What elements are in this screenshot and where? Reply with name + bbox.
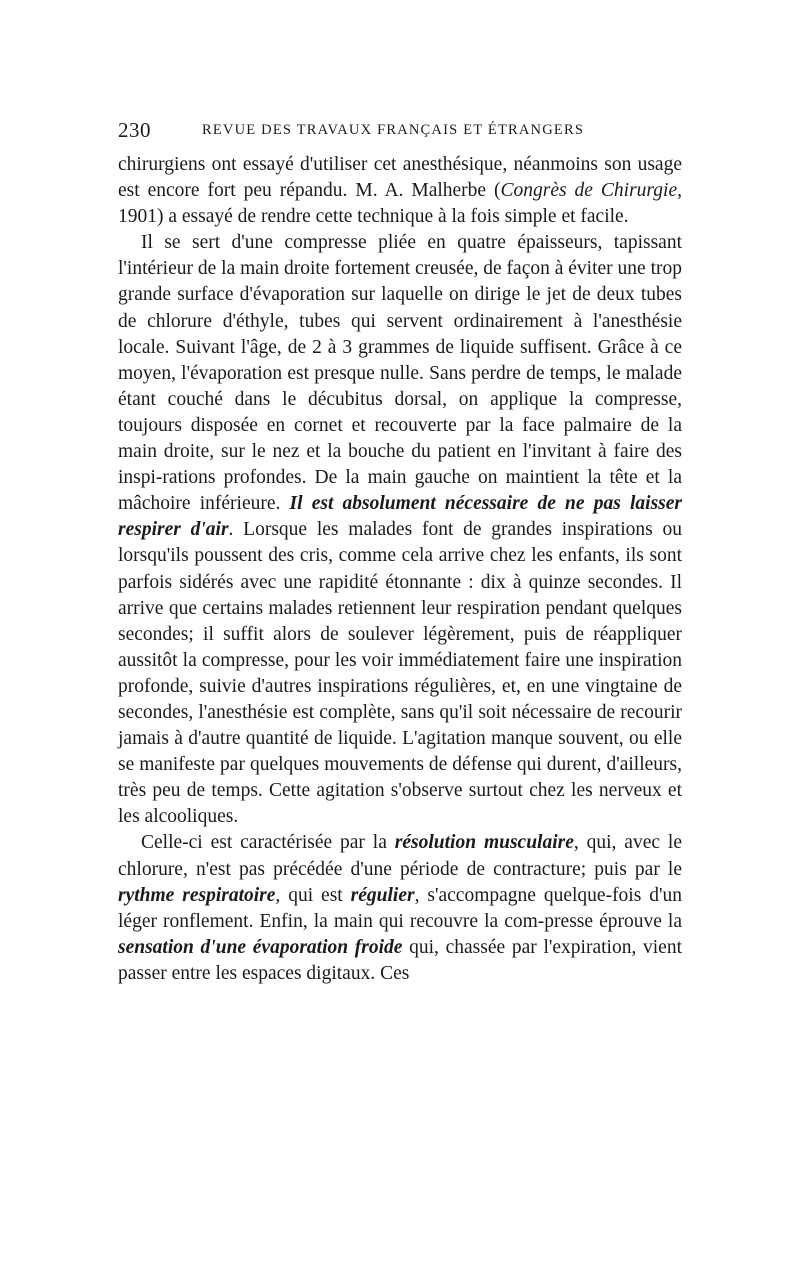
paragraph-3-text-d: , s'accompagne quelque-fois d'un léger ronflement. Enfin, la main qui recouvre la com-presse éprouve la [118,884,682,932]
emphasis-respiration: Il est absolument nécessaire de ne pas laisser respirer d'air [118,493,682,541]
emphasis-sensation: sensation d'une évaporation froide [118,936,403,958]
page-number: 230 [118,118,151,142]
paragraph-3 [118,830,682,987]
running-title: REVUE DES TRAVAUX FRANÇAIS ET ÉTRANGERS [202,122,585,138]
paragraph-1-text-a: chirurgiens ont essayé d'utiliser cet anesthésique, néanmoins son usage est encore fort peu répandu. M. A. Malherbe ( [118,154,682,202]
emphasis-regulier: régulier [350,884,415,906]
paragraph-3-text-a: Celle-ci est caractérisée par la [141,832,395,854]
body-text [118,152,682,987]
running-header [118,118,682,148]
paragraph-1-text-b: , 1901) a essayé de rendre cette technique à la fois simple et facile. [118,180,682,228]
emphasis-rythme: rythme respiratoire [118,884,276,906]
paragraph-3-text-c: , qui est [275,884,351,906]
paragraph-3-text-e: qui, chassée par l'expiration, vient passer entre les espaces digitaux. Ces [118,936,682,984]
paragraph-3-text-b: , qui, avec le chlorure, n'est pas précédée d'une période de contracture; puis par le [118,832,682,880]
paragraph-1 [118,152,682,230]
paragraph-2 [118,230,682,830]
book-page [118,118,682,987]
citation: Congrès de Chirurgie [500,180,678,202]
emphasis-resolution: résolution musculaire [394,832,574,854]
paragraph-2-text-b: . Lorsque les malades font de grandes inspirations ou lorsqu'ils poussent des cris, comme cela arrive chez les enfants, ils sont parfois sidérés avec une rapidité étonnante : dix à quinze secondes. Il arrive que certains malades retiennent leur respiration pendant quelques secondes; il suffit alors de soulever légèrement, puis de réappliquer aussitôt la compresse, pour les voir immédiatement faire une inspiration profonde, suivie d'autres inspirations régulières, et, en une vingtaine de secondes, l'anesthésie est complète, sans qu'il soit nécessaire de recourir jamais à d'autre quantité de liquide. L'agitation manque souvent, ou elle se manifeste par quelques mouvements de défense qui durent, d'ailleurs, très peu de temps. Cette agitation s'observe surtout chez les nerveux et les alcooliques. [118,519,682,828]
paragraph-2-text-a: Il se sert d'une compresse pliée en quatre épaisseurs, tapissant l'intérieur de la main droite fortement creusée, de façon à éviter une trop grande surface d'évaporation sur laquelle on dirige le jet de deux tubes de chlorure d'éthyle, tubes qui servent ordinairement à l'anesthésie locale. Suivant l'âge, de 2 à 3 grammes de liquide suffisent. Grâce à ce moyen, l'évaporation est presque nulle. Sans perdre de temps, le malade étant couché dans le décubitus dorsal, on applique la compresse, toujours disposée en cornet et recouverte par la face palmaire de la main droite, sur le nez et la bouche du patient en l'invitant à faire des inspi-rations profondes. De la main gauche on maintient la tête et la mâchoire inférieure. [118,232,682,515]
